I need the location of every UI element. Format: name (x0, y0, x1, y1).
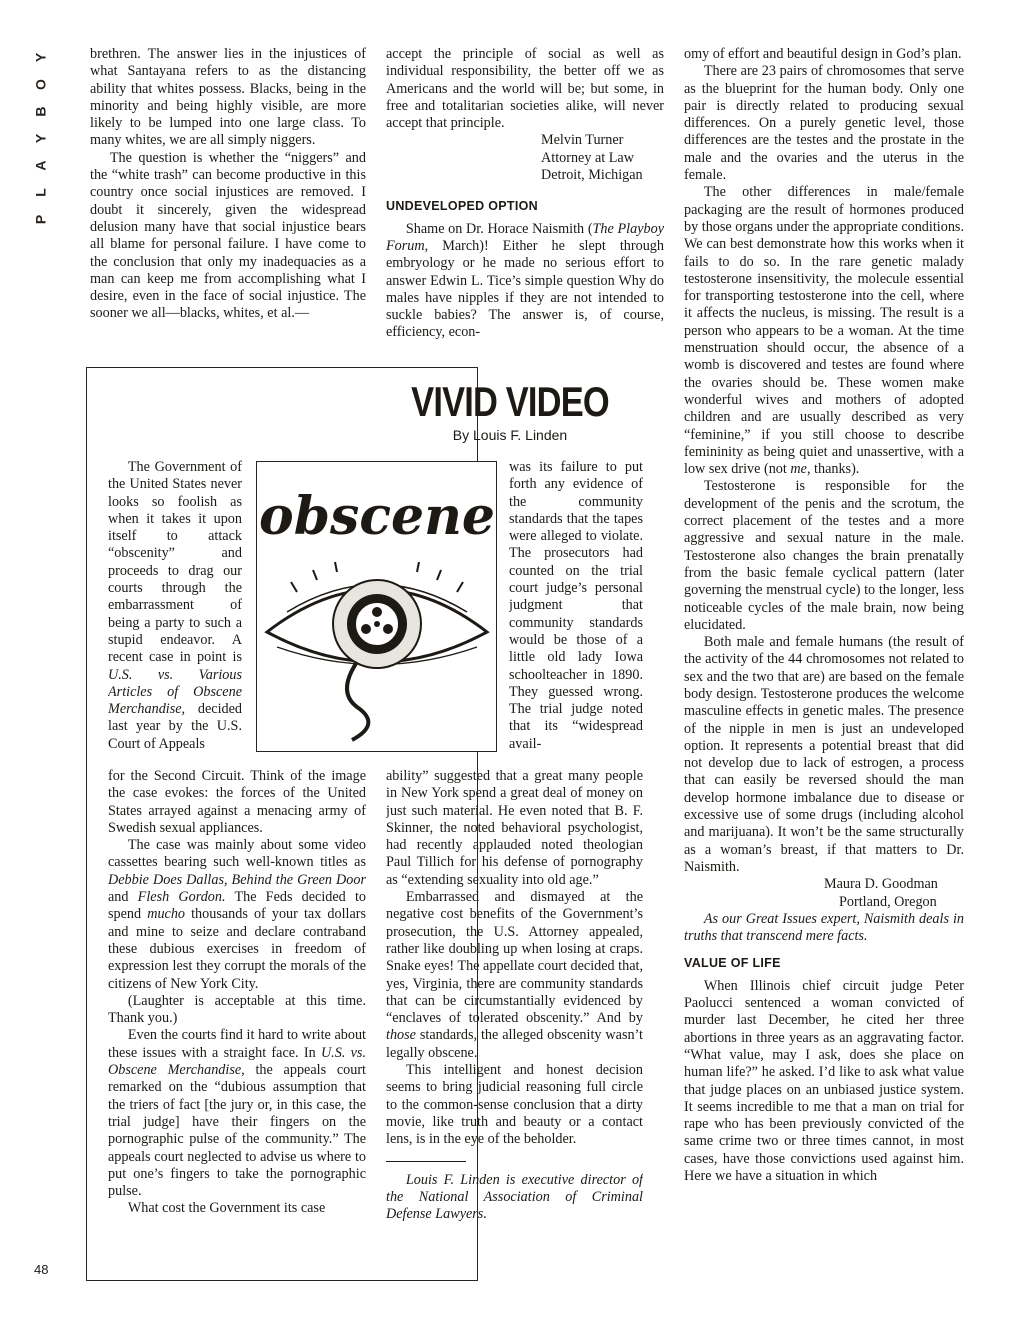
box-paragraph-5: Even the courts find it hard to write about these issues with a straight face. In U.S. vs. Obscene Merchandise, the appeals court remarked on the “dubious assumption that the triers of fact [the jury or, in this case, the trial judge] have their fingers on the pornographic pulse of the community.” The appeals court neglected to advise us where to put one’s fingers to take the pornographic pulse. (108, 1027, 366, 1200)
box-right-column (509, 459, 643, 769)
col3-paragraph-1: omy of effort and beautiful design in God’s plan. (684, 46, 962, 62)
col2-paragraph-1: accept the principle of social as well as individual responsibility, the better off we as Americans and the world will be; but some, in free and totalitarian societies alike, will never accept that principle. (386, 46, 664, 132)
col3-paragraph-6: When Illinois chief circuit judge Peter Paolucci sentenced a woman convicted of murder last December, he cited her three abortions in three years as an aggravating factor. “What value, may I ask, does she place on human life?” he asked. I’d like to ask what value that judge places on an unbiased justice system. It seems incredible to me that a man on trial for rape who has been previously convicted of the same crime two or three times cannot, in most cases, have those convictions used against him. Here we have a situation in which (684, 977, 964, 1184)
col1-paragraph-1: brethren. The answer lies in the injustices of what Santayana refers to as the distancing ability that whites possess. Blacks, being in the minority and being highly visible, are more likely to be lumped into one large class. To many whites, we are all simply niggers. (90, 46, 366, 149)
box-paragraph-8: Embarrassed and dismayed at the negative cost benefits of the Government’s prosecution, the U.S. Attorney appealed, rather like doubling up when losing at craps. Snake eyes! The appellate court decided that, yes, Virginia, there are community standards that can be circumstantially evidenced by “enclaves of tolerated obscenity.” And by those standards, the alleged obscenity wasn’t legally obscene. (386, 889, 643, 1061)
box-paragraph-4: (Laughter is acceptable at this time. Thank you.) (108, 992, 366, 1027)
eye-film-reel-icon (257, 462, 496, 751)
obscene-eye-illustration (256, 461, 497, 752)
box-paragraph-2: for the Second Circuit. Think of the image the case evokes: the forces of the United States arrayed against a menacing army of Swedish sexual appliances. (108, 768, 366, 836)
heading-value-of-life: VALUE OF LIFE (684, 956, 781, 971)
article-title: VIVID VIDEO (411, 378, 609, 425)
box-paragraph-7: ability” suggested that a great many people in New York spend a great deal of money on just such material. He even noted that B. F. Skinner, the noted behavioral psychologist, had recently applauded noted theologian Paul Tillich for his defense of pornography as “extending sexuality into old age.” (386, 768, 643, 888)
box-left-column (108, 459, 242, 769)
page-number: 48 (34, 1262, 49, 1277)
col1-paragraph-2: The question is whether the “niggers” and the “white trash” can become productive in this country once social injustices are removed. I doubt it sincerely, given the widespread delusion many have that social injustice bears all blame for personal failure. I have come to the conclusion that only my inadequacies as a man can keep me from accomplishing what I desire, even in the face of social injustice. The sooner we all—blacks, whites, et al.— (90, 149, 366, 322)
col3-paragraph-2: There are 23 pairs of chromosomes that serve as the blueprint for the human body. Only one pair is directly related to producing sexual differences. On a purely genetic level, those differences are the testes and the prostate in the male and the ovaries and the uterus in the female. (684, 63, 964, 184)
box-paragraph-6: What cost the Government its case (127, 1200, 326, 1217)
col2-paragraph-2: Shame on Dr. Horace Naismith (The Playboy Forum, March)! Either he slept through embryology or he made no serious effort to answer Edwin L. Tice’s simple question Why do males have nipples if they are not intended to suckle babies? The answer is, of course, efficiency, econ- (386, 220, 664, 341)
signature-title: Attorney at Law (541, 149, 634, 166)
vertical-letters: Y O B Y A L P (32, 52, 49, 225)
box-paragraph-1: The Government of the United States never looks so foolish as when it takes it upon itself to attack “obscenity” and proceeds to drag our courts through the embarrassment of being a party to such a stupid endeavor. A recent case in point is U.S. vs. Various Articles of Obscene Merchandise, decided last year by the U.S. Court of Appeals (108, 459, 242, 752)
signature-place: Portland, Oregon (839, 893, 937, 910)
col3-paragraph-5: Both male and female humans (the result of the activity of the 44 chromosomes not related to sex and the two that are) are based on the female body design. Testosterone produces the welcome masculine effects in genetic males. The presence of the nipple in men is just an undeveloped option. It represents a potential breast that did not develop due to lack of estrogen, a process that can easily be reversed should the man develop hormone imbalance due to disease or excessive use of some drugs (including alcohol and marijuana). It won’t be the same structurally as a woman’s breast, if that matters to Dr. Naismith. (684, 634, 964, 875)
column-3 (684, 46, 964, 1286)
author-credit: Louis F. Linden is executive director of the National Association of Criminal Defense Lawyers. (386, 1171, 643, 1223)
col3-paragraph-3: The other differences in male/female packaging are the result of hormones produced by those organs under the appropriate conditions. We can best demonstrate how this works when it fails to do so. In the rare genetic malady testosterone insensitivity, the molecule essential for transporting testosterone into the cell, where it affects the nucleus, is missing. The result is a person who appears to be a woman. At the time menstruation should occur, the absence of a womb is discovered and testes are found where the ovaries should be. These women make wonderful wives and mothers of adopted children and are usually described as very “feminine,” if you still choose to describe femininity as being quiet and unassertive, with a low sex drive (not me, thanks). (684, 184, 964, 478)
box-right-paragraph: was its failure to put forth any evidence of the community standards that the tapes were alleged to violate. The prosecutors had counted on the trial court judge’s personal judgment that community standards would be those of a little old lady Iowa schoolteacher in 1890. They guessed wrong. The trial judge noted that its “widespread avail- (509, 459, 643, 752)
col3-paragraph-4: Testosterone is responsible for the development of the penis and the scrotum, the correct placement of the testes and a more aggressive and sexual nature in the male. Testosterone also changes the brain prenatally from the basic female cyclical pattern (later governing the menstrual cycle) to the longer, less noticeable cycles of the male brain, now being elucidated. (684, 478, 964, 633)
signature-name: Maura D. Goodman (824, 876, 938, 893)
signature-melvin-turner (386, 132, 664, 184)
box-paragraph-9: This intelligent and honest decision seems to bring judicial reasoning full circle to the common-sense conclusion that a dirty movie, like truth and beauty or a contact lens, is in the eye of the beholder. (386, 1062, 643, 1148)
credit-divider (386, 1161, 466, 1162)
column-1 (90, 46, 366, 361)
illustration-word: obscene (259, 486, 495, 547)
article-byline: By Louis F. Linden (452, 427, 568, 443)
magazine-vertical-title (30, 44, 52, 233)
box-lower-right-column (386, 768, 643, 1273)
editor-reply: As our Great Issues expert, Naismith deals in truths that transcend mere facts. (684, 910, 964, 945)
heading-undeveloped-option: UNDEVELOPED OPTION (386, 199, 538, 214)
box-paragraph-3: The case was mainly about some video cassettes bearing such well-known titles as Debbie Does Dallas, Behind the Green Door and Flesh Gordon. The Feds decided to spend mucho thousands of your tax dollars and mine to seize and declare contraband these dubious exercises in freedom of expression lest they corrupt the morals of the citizens of New York City. (108, 837, 366, 992)
column-2 (386, 46, 664, 361)
signature-maura-goodman (684, 876, 964, 911)
box-lower-left-column (108, 768, 366, 1273)
signature-name: Melvin Turner (541, 132, 624, 149)
signature-place: Detroit, Michigan (541, 167, 643, 184)
